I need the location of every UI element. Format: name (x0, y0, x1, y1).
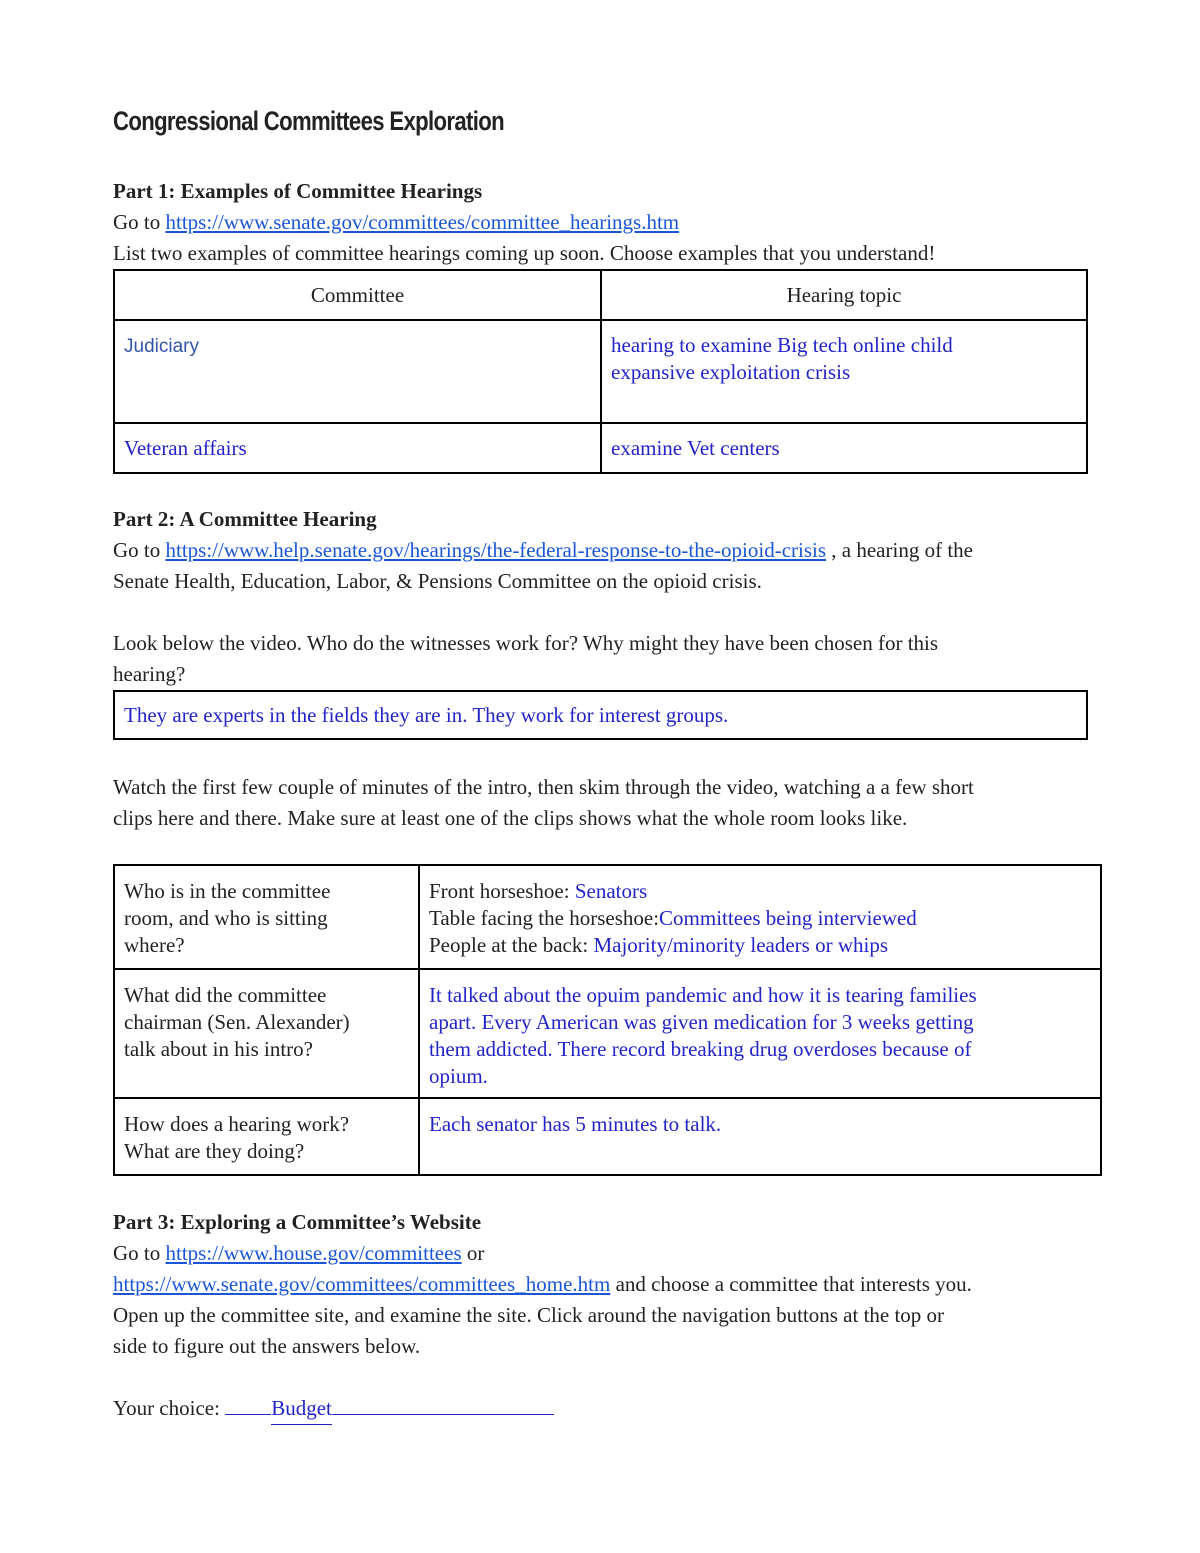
answer-value: Committees being interviewed (659, 906, 917, 930)
answer-label: Table facing the horseshoe: (429, 906, 660, 930)
goto-prefix: Go to (113, 538, 166, 562)
question-cell (114, 865, 419, 969)
house-committees-link[interactable]: https://www.house.gov/committees (165, 1241, 462, 1265)
part1-instruction: List two examples of committee hearings coming up soon. Choose examples that you understand! (113, 241, 936, 265)
answer-line: them addicted. There record breaking drug overdoses because of (429, 1037, 972, 1061)
topic-line: hearing to examine Big tech online child (611, 333, 953, 357)
header-committee: Committee (114, 270, 601, 320)
answer-line: apart. Every American was given medication for 3 weeks getting (429, 1010, 974, 1034)
witness-question-line2: hearing? (113, 662, 186, 686)
answer-line (429, 878, 1091, 905)
committee-cell (114, 320, 601, 423)
answer-cell (419, 1098, 1101, 1175)
question-line: What are they doing? (124, 1139, 305, 1163)
topic-line: expansive exploitation crisis (611, 360, 851, 384)
choice-label: Your choice: (113, 1396, 226, 1420)
answer-line: Each senator has 5 minutes to talk. (429, 1112, 722, 1136)
hearings-table (113, 269, 1088, 474)
answer-line (429, 932, 1091, 959)
or-text: or (461, 1241, 485, 1265)
committee-cell: Veteran affairs (114, 423, 601, 473)
answer-value: Majority/minority leaders or whips (593, 933, 888, 957)
part2-heading: Part 2: A Committee Hearing (113, 507, 377, 531)
choice-blank-pre (225, 1414, 271, 1415)
page-title: Congressional Committees Exploration (113, 106, 504, 136)
question-line: What did the committee (124, 983, 327, 1007)
your-choice-line (113, 1393, 554, 1425)
choice-value: Budget (271, 1393, 332, 1425)
part2-description: Senate Health, Education, Labor, & Pensions Committee on the opioid crisis. (113, 569, 762, 593)
part2-goto-line (113, 535, 973, 566)
table-row (114, 1098, 1101, 1175)
question-cell (114, 1098, 419, 1175)
table-row (114, 320, 1087, 423)
topic-cell (601, 320, 1087, 423)
header-hearing-topic: Hearing topic (601, 270, 1087, 320)
answer-value: Senators (574, 879, 648, 903)
topic-cell: examine Vet centers (601, 423, 1087, 473)
answer-cell (419, 865, 1101, 969)
table-header-row (114, 270, 1087, 320)
goto-prefix: Go to (113, 1241, 166, 1265)
witness-answer-box (113, 690, 1088, 740)
table-row (114, 969, 1101, 1098)
answer-line: opium. (429, 1064, 488, 1088)
part3-heading: Part 3: Exploring a Committee’s Website (113, 1210, 482, 1234)
part3-instruction-line1: Open up the committee site, and examine the site. Click around the navigation buttons at the top or (113, 1303, 945, 1327)
table-row (114, 423, 1087, 473)
watch-instruction-line2: clips here and there. Make sure at least one of the clips shows what the whole room looks like. (113, 806, 908, 830)
committee-value: Judiciary (124, 336, 199, 357)
opioid-hearing-link[interactable]: https://www.help.senate.gov/hearings/the-federal-response-to-the-opioid-crisis (165, 538, 827, 562)
answer-label: Front horseshoe: (429, 879, 575, 903)
goto-prefix: Go to (113, 210, 166, 234)
question-line: chairman (Sen. Alexander) (124, 1010, 350, 1034)
senate-committees-link[interactable]: https://www.senate.gov/committees/committees_home.htm (113, 1272, 611, 1296)
watch-instruction-line1: Watch the first few couple of minutes of the intro, then skim through the video, watching a a few short (113, 775, 974, 799)
goto-suffix: , a hearing of the (826, 538, 973, 562)
hearing-observation-table (113, 864, 1102, 1176)
senate-hearings-link[interactable]: https://www.senate.gov/committees/committee_hearings.htm (165, 210, 680, 234)
choice-blank-post (332, 1414, 554, 1415)
answer-line: It talked about the opuim pandemic and how it is tearing families (429, 983, 977, 1007)
answer-label: People at the back: (429, 933, 594, 957)
question-line: Who is in the committee (124, 879, 331, 903)
witness-question-line1: Look below the video. Who do the witnesses work for? Why might they have been chosen for this (113, 631, 939, 655)
part3-url2-line (113, 1269, 972, 1300)
answer-cell (419, 969, 1101, 1098)
url2-suffix: and choose a committee that interests you. (610, 1272, 972, 1296)
question-line: How does a hearing work? (124, 1112, 350, 1136)
question-cell (114, 969, 419, 1098)
witness-answer: They are experts in the fields they are in. They work for interest groups. (114, 691, 1087, 739)
question-line: talk about in his intro? (124, 1037, 313, 1061)
part3-instruction-line2: side to figure out the answers below. (113, 1334, 421, 1358)
part3-goto-line (113, 1238, 484, 1269)
question-line: room, and who is sitting (124, 906, 328, 930)
table-row (114, 865, 1101, 969)
part1-heading: Part 1: Examples of Committee Hearings (113, 179, 483, 203)
answer-line (429, 905, 1091, 932)
question-line: where? (124, 933, 185, 957)
part1-goto-line (113, 207, 679, 238)
